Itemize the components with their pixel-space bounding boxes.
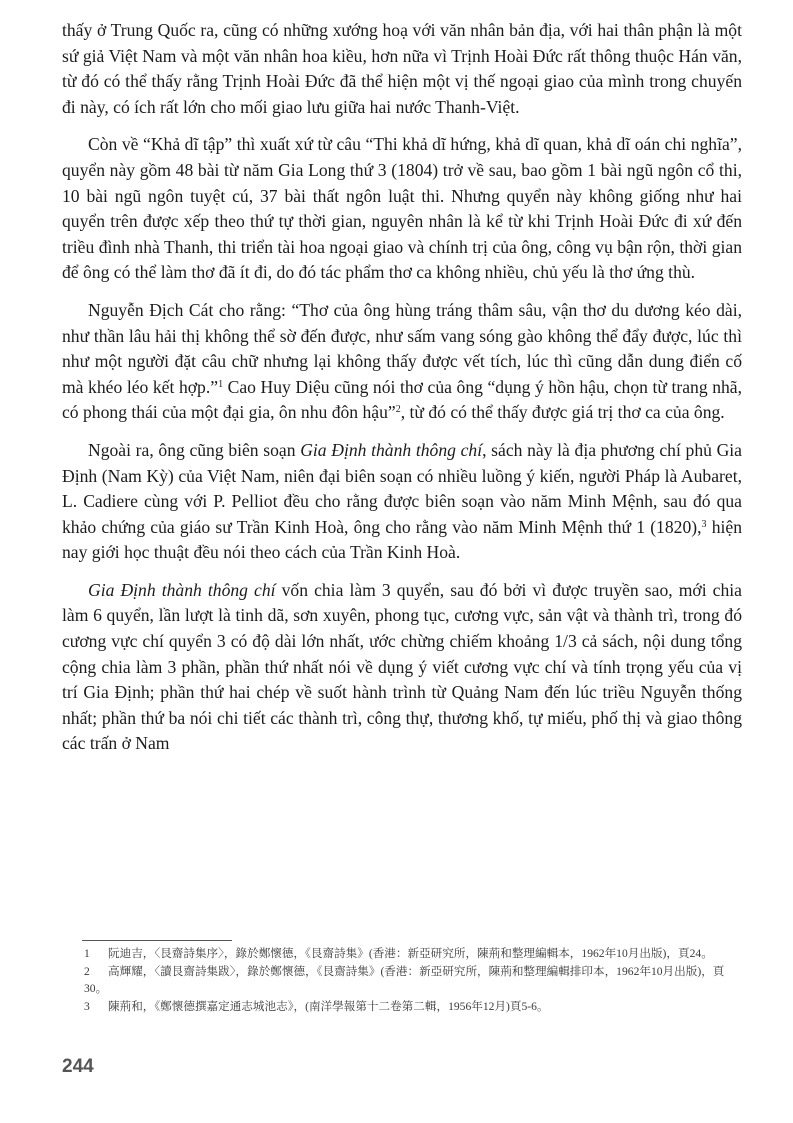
footnote-text: 高輝耀，〈讀艮齋詩集跋〉，錄於鄭懷德，《艮齋詩集》(香港：新亞研究所，陳荊和整理編輯排印本，1962年10月出版)，頁30。 [84, 965, 725, 995]
paragraph-text: , sách này là địa phương chí phủ Gia Định (Nam Kỳ) của Việt Nam, niên đại biên soạn có nhiều luồng ý kiến, người Pháp là Aubaret, L. Cadiere cùng với P. Pelliot đều cho rằng được biên soạn vào năm Minh Mệnh, sau đó qua khảo chứng của giáo sư Trần Kinh Hoà, ông cho rằng vào năm Minh Mệnh thứ 1 (1820), [62, 439, 742, 537]
paragraph-text: Cao Huy Diệu cũng nói thơ của ông “dụng ý hồn hậu, chọn từ trang nhã, có phong thái của một đại gia, ôn nhu đôn hậu” [62, 376, 742, 423]
page-number: 244 [62, 1056, 94, 1077]
footnote-2 [84, 963, 744, 997]
paragraph-text: thấy ở Trung Quốc ra, cũng có những xướng hoạ với văn nhân bản địa, với hai thân phận là một sứ giả Việt Nam và một văn nhân hoa kiều, hơn nữa vì Trịnh Hoài Đức rất thông thuộc Hán văn, từ đó có thể thấy rằng Trịnh Hoài Đức đã thể hiện một vị thế ngoại giao của mình trong chuyến đi này, có ích rất lớn cho mối giao lưu giữa hai nước Thanh-Việt. [62, 20, 742, 117]
book-title: Gia Định thành thông chí [300, 439, 483, 460]
paragraph-2 [62, 132, 742, 286]
paragraph-1 [62, 18, 742, 120]
footnote-number: 1 [84, 947, 90, 960]
paragraph-text: Còn về “Khả dĩ tập” thì xuất xứ từ câu “Thi khả dĩ hứng, khả dĩ quan, khả dĩ oán chi nghĩa”, quyển này gồm 48 bài từ năm Gia Long thứ 3 (1804) trở về sau, bao gồm 1 bài ngũ ngôn cổ thi, 10 bài ngũ ngôn tuyệt cú, 37 bài thất ngôn luật thi. Nhưng quyển này không giống như hai quyển trên được xếp theo thứ tự thời gian, nguyên nhân là kể từ khi Trịnh Hoài Đức đi xứ đến triều đình nhà Thanh, thi triển tài hoa ngoại giao và chính trị của ông, công vụ bận rộn, thời gian để ông có thể làm thơ đã ít đi, do đó tác phẩm thơ ca không nhiều, chủ yếu là thơ ứng thù. [62, 134, 742, 283]
footnotes [84, 945, 744, 1016]
footnote-3 [84, 998, 744, 1015]
paragraph-text: , từ đó có thể thấy được giá trị thơ ca của ông. [400, 402, 725, 423]
book-title: Gia Định thành thông chí [88, 579, 276, 600]
paragraph-text: hiện nay giới học thuật đều nói theo cách của Trần Kinh Hoà. [62, 516, 742, 563]
footnote-number: 2 [84, 965, 90, 978]
paragraph-text: Ngoài ra, ông cũng biên soạn [88, 439, 301, 460]
paragraph-3 [62, 298, 742, 426]
main-text [62, 18, 742, 769]
footnote-ref-2[interactable]: 2 [395, 404, 401, 416]
footnote-1 [84, 945, 744, 962]
paragraph-4 [62, 438, 742, 566]
paragraph-text: Nguyễn Địch Cát cho rằng: “Thơ của ông hùng tráng thâm sâu, vận thơ du dương kéo dài, như thần lâu hải thị không thể sờ đến được, như sấm vang sóng gào không thể đẩy được, lúc thì như một người đặt câu chữ nhưng lại không thấy được vết tích, lúc thì cũng dẫn dung điển cố mà khéo léo kết hợp.” [62, 299, 742, 397]
footnote-number: 3 [84, 1000, 90, 1013]
footnote-ref-3[interactable]: 3 [701, 518, 707, 530]
paragraph-5 [62, 578, 742, 757]
footnote-divider [82, 940, 232, 941]
footnote-text: 阮迪吉，〈艮齋詩集序〉，錄於鄭懷德，《艮齋詩集》(香港：新亞研究所，陳荊和整理編輯本，1962年10月出版)，頁24。 [108, 947, 713, 960]
footnote-text: 陳荊和，《鄭懷德撰嘉定通志城池志》，(南洋學報第十二卷第二輯，1956年12月)頁5-6。 [108, 1000, 549, 1013]
paragraph-text: vốn chia làm 3 quyển, sau đó bởi vì được truyền sao, mới chia làm 6 quyển, lần lượt là tinh dã, sơn xuyên, phong tục, cương vực, sản vật và thành trì, trong đó cương vực chí quyển 3 có độ dài lớn nhất, ước chừng chiếm khoảng 1/3 cả sách, nội dung tổng cộng chia làm 3 phần, phần thứ nhất nói về dụng ý viết cương vực chí và tính trọng yếu của vị trí Gia Định; phần thứ hai chép về suốt hành trình từ Quảng Nam đến lúc triều Nguyễn thống nhất; phần thứ ba nói chi tiết các thành trì, công thự, thương khố, tự miếu, phố thị và giao thông các trấn ở Nam [62, 579, 742, 754]
footnote-ref-1[interactable]: 1 [218, 378, 224, 390]
